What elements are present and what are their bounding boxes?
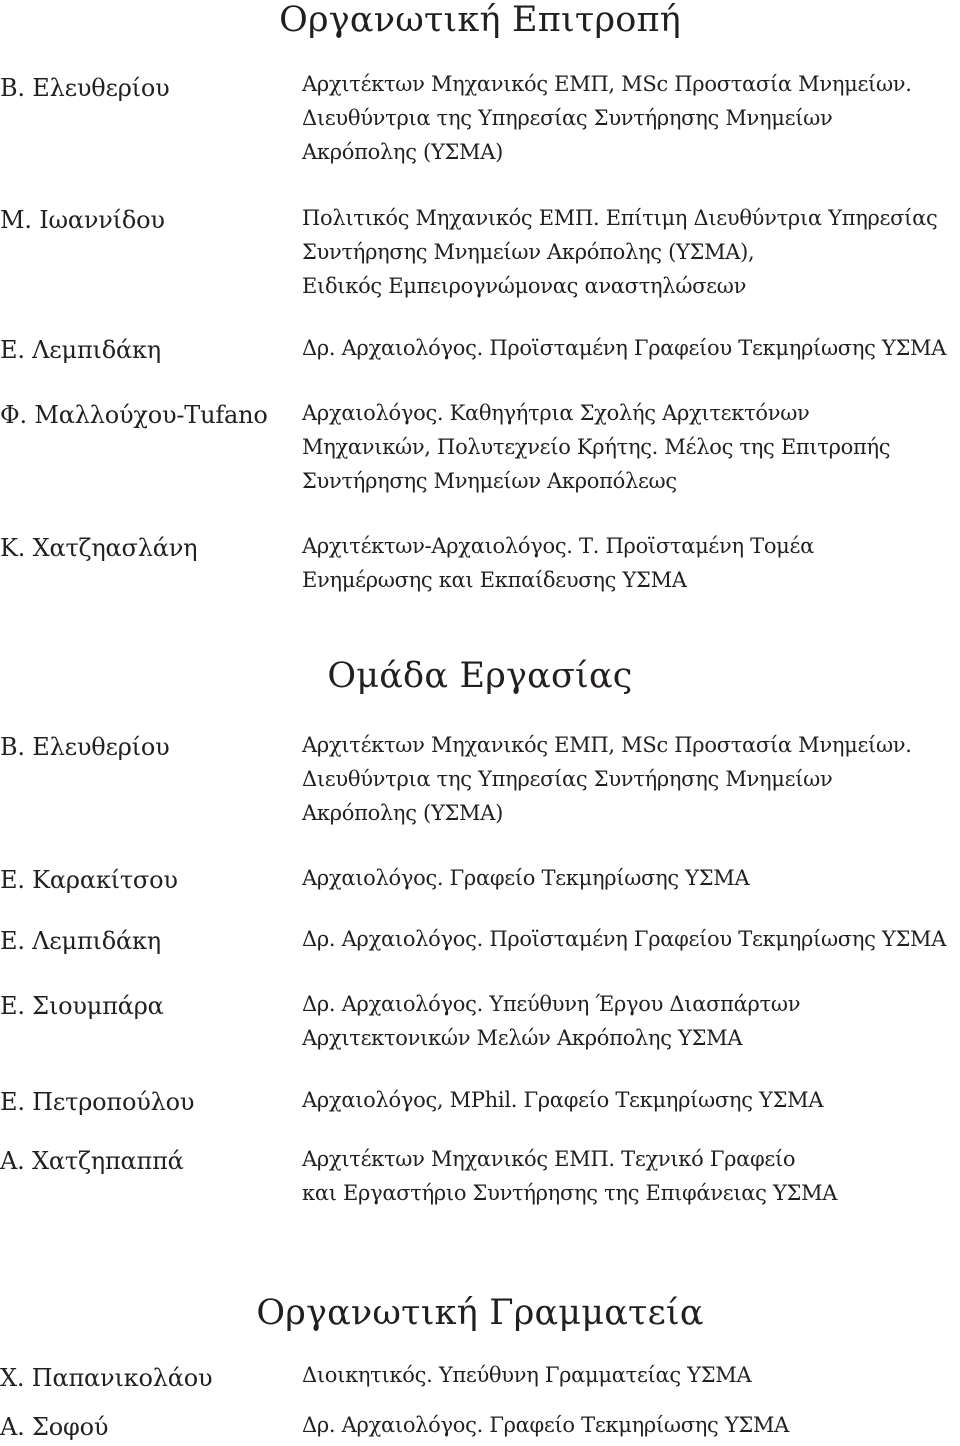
description-line: Ακρόπολης (ΥΣΜΑ)	[302, 140, 504, 164]
member-description	[302, 396, 958, 498]
description-line: Ακρόπολης (ΥΣΜΑ)	[302, 801, 504, 825]
member-description	[302, 1408, 958, 1442]
member-name: Ε. Καρακίτσου	[0, 866, 178, 894]
member-name: Α. Σοφού	[0, 1413, 109, 1441]
description-line: Ειδικός Εμπειρογνώμονας αναστηλώσεων	[302, 274, 747, 298]
member-name: Ε. Πετροπούλου	[0, 1088, 195, 1116]
member-description	[302, 922, 958, 956]
description-line: Μηχανικών, Πολυτεχνείο Κρήτης. Μέλος της Επιτροπής	[302, 435, 891, 459]
member-description	[302, 201, 958, 303]
member-description	[302, 1358, 958, 1392]
description-line: Αρχαιολόγος. Καθηγήτρια Σχολής Αρχιτεκτόνων	[302, 401, 810, 425]
description-line: Διευθύντρια της Υπηρεσίας Συντήρησης Μνημείων	[302, 106, 833, 130]
member-name: Ε. Λεμπιδάκη	[0, 336, 161, 364]
member-name: Ε. Λεμπιδάκη	[0, 927, 161, 955]
member-description	[302, 1083, 958, 1117]
member-description	[302, 529, 958, 597]
description-line: Συντήρησης Μνημείων Ακρόπολης (ΥΣΜΑ),	[302, 240, 755, 264]
description-line: Αρχιτέκτων-Αρχαιολόγος. Τ. Προϊσταμένη Τομέα	[302, 534, 814, 558]
description-line: Αρχιτεκτονικών Μελών Ακρόπολης ΥΣΜΑ	[302, 1026, 743, 1050]
member-name: Μ. Ιωαννίδου	[0, 206, 165, 234]
description-line: Αρχιτέκτων Μηχανικός ΕΜΠ, MSc Προστασία Μνημείων.	[302, 733, 912, 757]
section-title: Ομάδα Εργασίας	[327, 656, 633, 696]
description-line: Δρ. Αρχαιολόγος. Υπεύθυνη Έργου Διασπάρτων	[302, 992, 801, 1016]
description-line: Πολιτικός Μηχανικός ΕΜΠ. Επίτιμη Διευθύντρια Υπηρεσίας	[302, 206, 938, 230]
description-line: Αρχαιολόγος, MPhil. Γραφείο Τεκμηρίωσης ΥΣΜΑ	[302, 1088, 824, 1112]
member-description	[302, 67, 958, 169]
description-line: Αρχιτέκτων Μηχανικός ΕΜΠ, MSc Προστασία Μνημείων.	[302, 72, 912, 96]
member-description	[302, 331, 958, 365]
section-title: Οργανωτική Γραμματεία	[256, 1293, 704, 1333]
description-line: και Εργαστήριο Συντήρησης της Επιφάνειας ΥΣΜΑ	[302, 1181, 838, 1205]
member-name: Ε. Σιουμπάρα	[0, 992, 164, 1020]
description-line: Δρ. Αρχαιολόγος. Γραφείο Τεκμηρίωσης ΥΣΜΑ	[302, 1413, 790, 1437]
member-name: Β. Ελευθερίου	[0, 74, 170, 102]
description-line: Συντήρησης Μνημείων Ακροπόλεως	[302, 469, 677, 493]
member-name: Κ. Χατζηασλάνη	[0, 534, 198, 562]
member-name: Β. Ελευθερίου	[0, 733, 170, 761]
description-line: Ενημέρωσης και Εκπαίδευσης ΥΣΜΑ	[302, 568, 687, 592]
member-description	[302, 728, 958, 830]
description-line: Αρχιτέκτων Μηχανικός ΕΜΠ. Τεχνικό Γραφείο	[302, 1147, 796, 1171]
description-line: Δρ. Αρχαιολόγος. Προϊσταμένη Γραφείου Τεκμηρίωσης ΥΣΜΑ	[302, 336, 947, 360]
member-name: Χ. Παπανικολάου	[0, 1364, 213, 1392]
member-name: Α. Χατζηπαππά	[0, 1147, 184, 1175]
member-description	[302, 987, 958, 1055]
description-line: Διευθύντρια της Υπηρεσίας Συντήρησης Μνημείων	[302, 767, 833, 791]
description-line: Δρ. Αρχαιολόγος. Προϊσταμένη Γραφείου Τεκμηρίωσης ΥΣΜΑ	[302, 927, 947, 951]
member-description	[302, 1142, 958, 1210]
description-line: Διοικητικός. Υπεύθυνη Γραμματείας ΥΣΜΑ	[302, 1363, 752, 1387]
member-name: Φ. Μαλλούχου-Tufano	[0, 401, 268, 429]
member-description	[302, 861, 958, 895]
section-title: Οργανωτική Επιτροπή	[279, 0, 681, 40]
description-line: Αρχαιολόγος. Γραφείο Τεκμηρίωσης ΥΣΜΑ	[302, 866, 750, 890]
